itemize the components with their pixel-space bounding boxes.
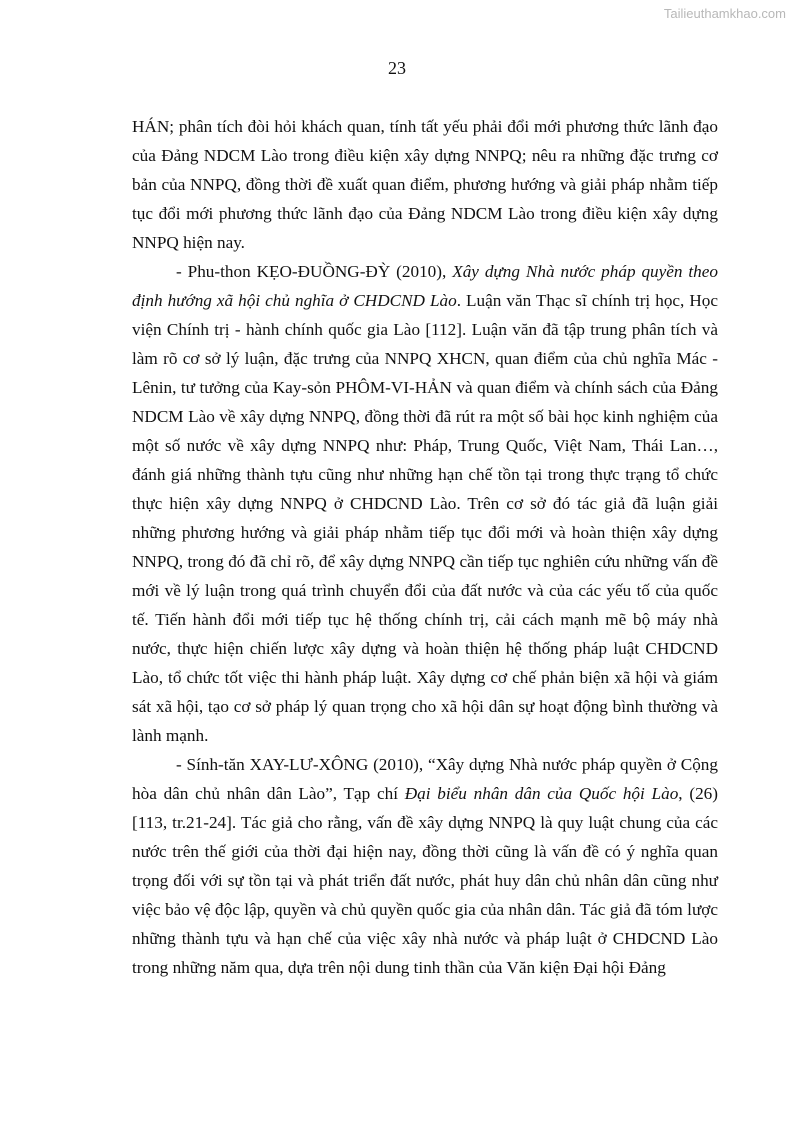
paragraph-text: - Sính-tăn XAY-LƯ-XÔNG (2010), “Xây dựng Nhà nước pháp quyền ở Cộng hòa dân chủ nhân dân Lào”, Tạp chí [132, 755, 718, 803]
paragraph-3 [132, 750, 718, 982]
paragraph-text: . Luận văn Thạc sĩ chính trị học, Học viện Chính trị - hành chính quốc gia Lào [112]. Luận văn đã tập trung phân tích và làm rõ cơ sở lý luận, đặc trưng của NNPQ XHCN, quan điểm của chủ nghĩa Mác - Lênin, tư tưởng của Kay-sỏn PHÔM-VI-HẢN và quan điểm và chính sách của Đảng NDCM Lào về xây dựng NNPQ, đồng thời đã rút ra một số bài học kinh nghiệm của một số nước về xây dựng NNPQ như: Pháp, Trung Quốc, Việt Nam, Thái Lan…, đánh giá những thành tựu cũng như những hạn chế tồn tại trong thực trạng tổ chức thực hiện xây dựng NNPQ ở CHDCND Lào. Trên cơ sở đó tác giả đã luận giải những phương hướng và giải pháp nhằm tiếp tục đổi mới và hoàn thiện xây dựng NNPQ, trong đó đã chỉ rõ, để xây dựng NNPQ cần tiếp tục nghiên cứu những vấn đề mới về lý luận trong quá trình chuyển đổi của đất nước và của các yếu tố của quốc tế. Tiến hành đổi mới tiếp tục hệ thống chính trị, cải cách mạnh mẽ bộ máy nhà nước, thực hiện chiến lược xây dựng và hoàn thiện hệ thống pháp luật CHDCND Lào, tổ chức tốt việc thi hành pháp luật. Xây dựng cơ chế phản biện xã hội và giám sát xã hội, tạo cơ sở pháp lý quan trọng cho xã hội dân sự hoạt động bình thường và lành mạnh. [132, 291, 718, 745]
paragraph-text: HÁN; phân tích đòi hỏi khách quan, tính tất yếu phải đổi mới phương thức lãnh đạo của Đảng NDCM Lào trong điều kiện xây dựng NNPQ; nêu ra những đặc trưng cơ bản của NNPQ, đồng thời đề xuất quan điểm, phương hướng và giải pháp nhằm tiếp tục đổi mới phương thức lãnh đạo của Đảng NDCM Lào trong điều kiện xây dựng NNPQ hiện nay. [132, 117, 718, 252]
italic-title: Xây dựng Nhà nước pháp quyền theo định hướng xã hội chủ nghĩa ở CHDCND Lào [132, 262, 718, 310]
paragraph-text: , (26) [113, tr.21-24]. Tác giả cho rằng, vấn đề xây dựng NNPQ là quy luật chung của các nước trên thế giới của thời đại hiện nay, đồng thời cũng là vấn đề có ý nghĩa quan trọng đối với sự tồn tại và phát triển đất nước, phát huy dân chủ nhân dân cũng như việc bảo vệ độc lập, quyền và chủ quyền quốc gia của nhân dân. Tác giả đã tóm lược những thành tựu và hạn chế của việc xây nhà nước và pháp luật ở CHDCND Lào trong những năm qua, dựa trên nội dung tinh thần của Văn kiện Đại hội Đảng [132, 784, 718, 977]
paragraph-2 [132, 257, 718, 750]
watermark: Tailieuthamkhao.com [663, 6, 786, 21]
paragraph-1 [132, 112, 718, 257]
page-number: 23 [388, 58, 406, 78]
document-body [132, 112, 718, 982]
paragraph-text: - Phu-thon KẸO-ĐUỒNG-ĐỲ (2010), [176, 262, 453, 281]
italic-title: Đại biểu nhân dân của Quốc hội Lào [404, 784, 679, 803]
